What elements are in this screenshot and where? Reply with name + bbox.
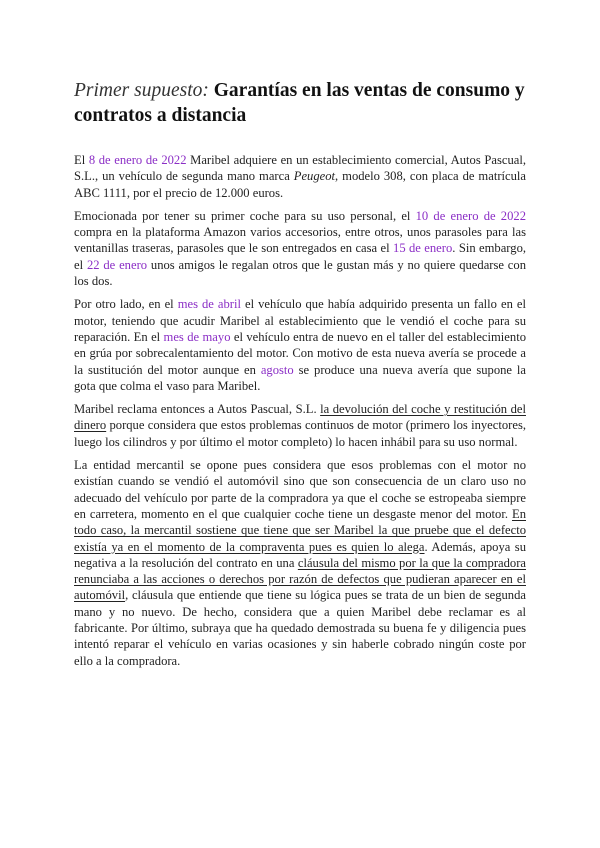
highlighted-date: mes de mayo [163, 329, 231, 344]
text-run: . Además, apoya su negativa a la resolución del contrato en una [74, 539, 526, 570]
italic-term: Peugeot [293, 169, 336, 184]
text-run: el vehículo entra de nuevo en el taller del establecimiento en grúa por sobrecalentamiento del motor. Con motivo de esta nueva avería se procede a la sustitución del motor aunque en [74, 329, 526, 377]
text-run: . Sin embargo, el [74, 241, 527, 272]
highlighted-date: 22 de enero [86, 257, 148, 272]
highlighted-date: 10 de enero de 2022 [415, 208, 526, 223]
paragraph-purchase [74, 152, 526, 201]
text-run: , cláusula que entiende que tiene su lógica pues se trata de un bien de segunda mano y no nuevo. De hecho, considera que a quien Maribel debe reclamar es al fabricante. Por último, subraya que ha quedado demostrada su buena fe y diligencia pues intentó reparar el vehículo en varias ocasiones y sin haberle cobrado ningún coste por ello a la compradora. [74, 588, 526, 668]
text-run: , modelo 308, con placa de matrícula ABC 1111, por el precio de 12.000 euros. [74, 169, 526, 200]
text-run: se produce una nueva avería que supone la gota que colma el vaso para Maribel. [74, 362, 527, 393]
text-run: La entidad mercantil se opone pues considera que esos problemas con el motor no existían cuando se vendió el automóvil sino que son consecuencia de un claro uso no adecuado del vehículo por parte de la compradora ya que el coche se estropeaba siempre en carretera, momento en el que cualquier coche tiene un desgaste menor del motor. [74, 458, 526, 521]
paragraph-opposition [74, 457, 526, 669]
paragraph-accessories [74, 208, 526, 289]
underlined-text: la devolución del coche y restitución del dinero [74, 402, 526, 433]
text-run: Emocionada por tener su primer coche para su uso personal, el [74, 208, 416, 223]
highlighted-date: 15 de enero [393, 241, 453, 256]
highlighted-date: mes de abril [177, 297, 241, 312]
text-run: Maribel reclama entonces a Autos Pascual, S.L. [74, 402, 321, 417]
text-run: porque considera que estos problemas continuos de motor (primero los inyectores, luego los cilindros y por último el motor completo) lo hacen inhábil para su uso normal. [74, 418, 526, 449]
text-run: unos amigos le regalan otros que le gustan más y no quiere quedarse con los dos. [74, 257, 526, 289]
paragraph-claim [74, 401, 526, 450]
page-title [74, 78, 526, 128]
text-run: Por otro lado, en el [74, 297, 178, 312]
text-run: Maribel adquiere en un establecimiento comercial, Autos Pascual, S.L., un vehículo de segunda mano marca [74, 153, 526, 184]
document-body [74, 152, 526, 676]
title-lead: Primer supuesto: [74, 80, 209, 101]
highlighted-date: 8 de enero de 2022 [88, 153, 187, 167]
paragraph-engine-failures [74, 296, 526, 394]
text-run: compra en la plataforma Amazon varios accesorios, entre otros, unos parasoles para las ventanillas traseras, parasoles que le son entregados en casa el [74, 225, 526, 256]
underlined-text: En todo caso, la mercantil sostiene que tiene que ser Maribel la que pruebe que el defecto existía ya en el momento de la compraventa pues es quien lo alega [74, 506, 526, 554]
title-text: Garantías en las ventas de consumo y contratos a distancia [74, 80, 525, 126]
text-run: el vehículo que había adquirido presenta un fallo en el motor, teniendo que acudir Maribel al establecimiento que le vendió el coche para su reparación. En el [74, 297, 526, 344]
underlined-text: cláusula del mismo por la que la compradora renunciaba a las acciones o derechos por razón de defectos que pudieran aparecer en el automóvil [74, 555, 527, 603]
highlighted-date: agosto [260, 362, 294, 377]
text-run: El [74, 153, 89, 167]
